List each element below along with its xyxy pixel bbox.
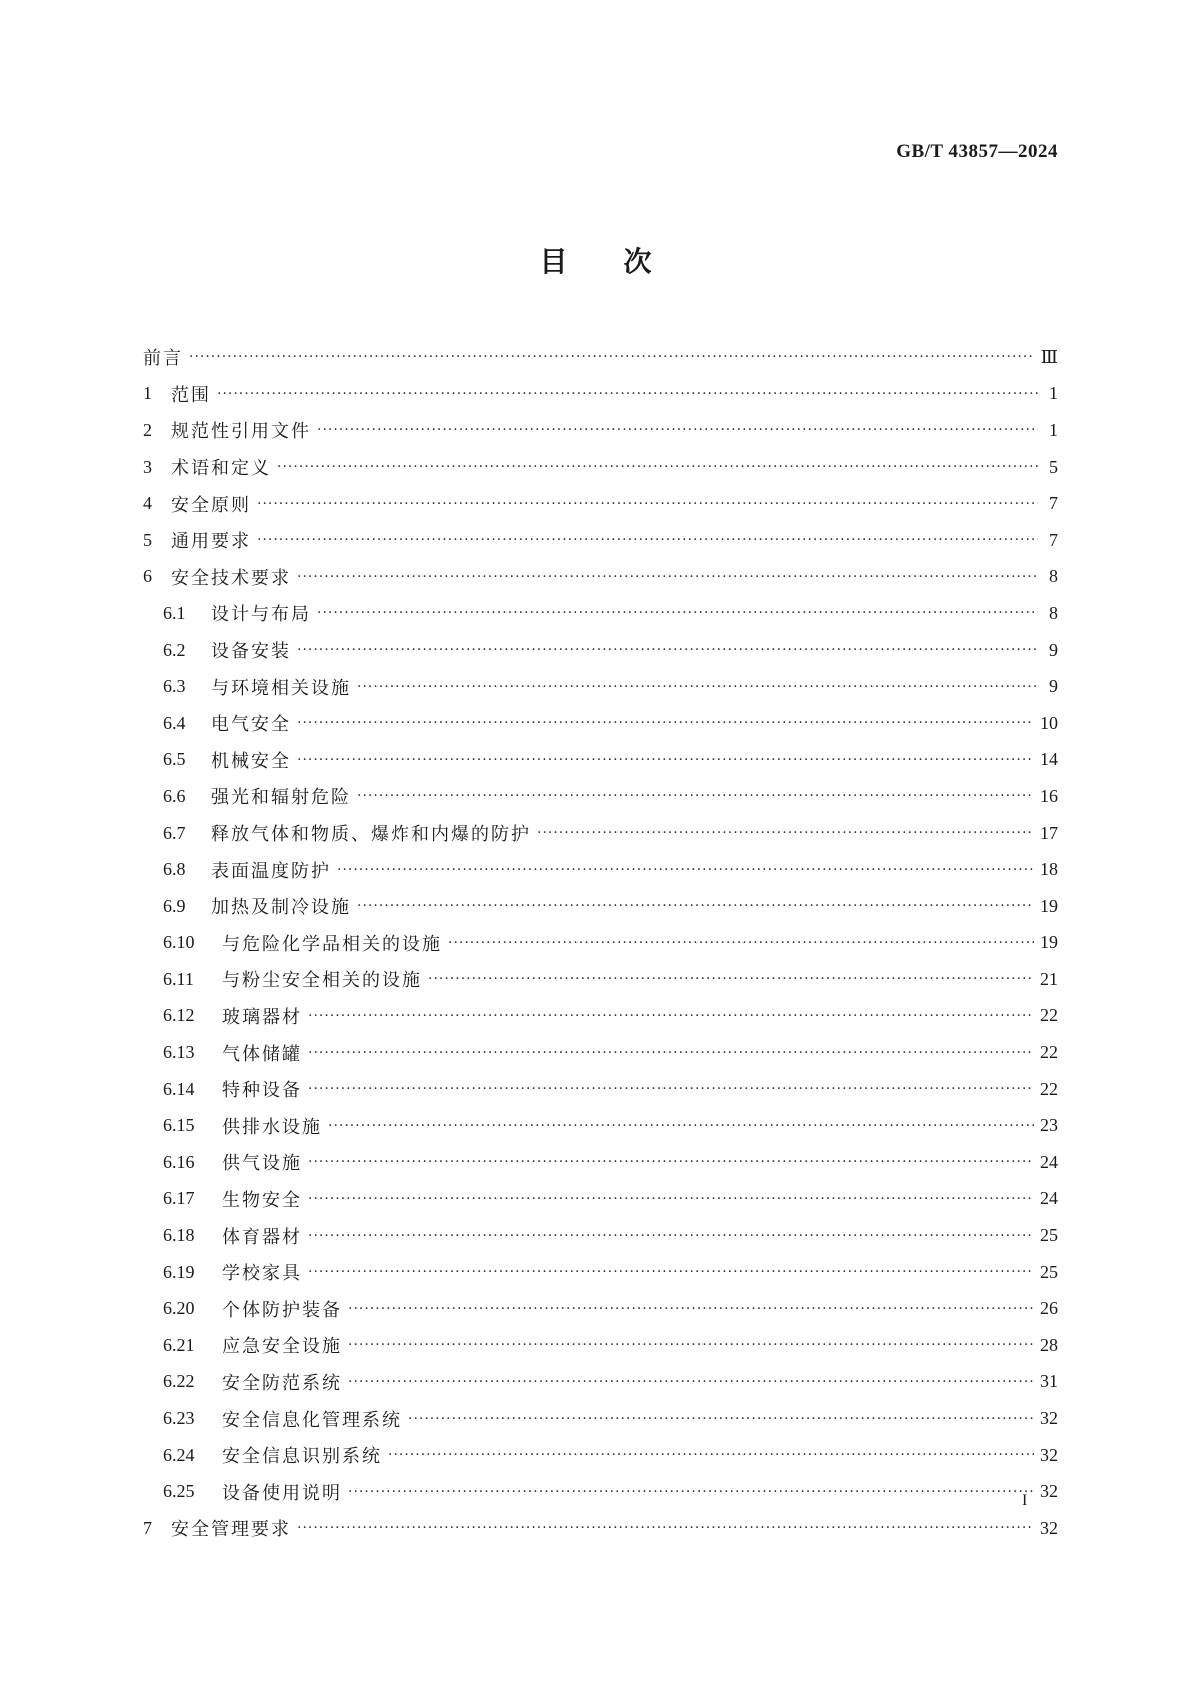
toc-entry-number: 5 bbox=[143, 529, 152, 550]
toc-entry-number: 6.11 bbox=[163, 968, 194, 989]
toc-entry-page: 16 bbox=[1040, 785, 1058, 806]
toc-entry[interactable] bbox=[143, 1034, 1058, 1071]
toc-dot-leader bbox=[348, 1373, 1034, 1391]
toc-entry[interactable] bbox=[143, 961, 1058, 998]
toc-entry[interactable] bbox=[143, 1144, 1058, 1181]
toc-entry-title: 体育器材 bbox=[222, 1226, 302, 1248]
toc-entry-title: 应急安全设施 bbox=[222, 1336, 342, 1358]
toc-entry-number: 4 bbox=[143, 493, 152, 514]
toc-entry-page: 32 bbox=[1040, 1481, 1058, 1502]
toc-entry-number: 6.7 bbox=[163, 822, 186, 843]
toc-entry-title: 安全管理要求 bbox=[171, 1519, 291, 1541]
toc-entry-number: 7 bbox=[143, 1517, 152, 1538]
toc-dot-leader bbox=[428, 970, 1034, 988]
toc-entry-number: 6.20 bbox=[163, 1298, 195, 1319]
toc-entry-number: 6.4 bbox=[163, 712, 186, 733]
toc-entry-page: 8 bbox=[1049, 566, 1058, 587]
toc-entry-page: 19 bbox=[1040, 895, 1058, 916]
toc-entry-page: 23 bbox=[1040, 1115, 1058, 1136]
toc-dot-leader bbox=[337, 861, 1034, 879]
toc-dot-leader bbox=[408, 1410, 1034, 1428]
toc-entry-title: 特种设备 bbox=[222, 1080, 302, 1102]
toc-entry[interactable] bbox=[143, 1254, 1058, 1291]
toc-dot-leader bbox=[308, 1153, 1034, 1171]
toc-entry-page: 22 bbox=[1040, 1005, 1058, 1026]
toc-dot-leader bbox=[448, 934, 1034, 952]
toc-dot-leader bbox=[537, 824, 1034, 842]
toc-entry-page: 22 bbox=[1040, 1078, 1058, 1099]
toc-dot-leader bbox=[357, 787, 1034, 805]
toc-dot-leader bbox=[317, 421, 1038, 439]
toc-entry-title: 设备安装 bbox=[211, 641, 291, 663]
toc-entry-title: 设备使用说明 bbox=[222, 1482, 342, 1504]
toc-entry-page: 9 bbox=[1049, 676, 1058, 697]
toc-entry-number: 6.13 bbox=[163, 1042, 195, 1063]
toc-entry-title: 释放气体和物质、爆炸和内爆的防护 bbox=[211, 824, 531, 846]
toc-entry-title: 通用要求 bbox=[171, 531, 251, 553]
toc-entry-title: 表面温度防护 bbox=[211, 860, 331, 882]
toc-entry-page: 28 bbox=[1040, 1334, 1058, 1355]
toc-entry-page: 18 bbox=[1040, 859, 1058, 880]
page-title bbox=[0, 240, 1191, 280]
toc-entry-page: 32 bbox=[1040, 1444, 1058, 1465]
toc-entry-page: 7 bbox=[1049, 529, 1058, 550]
toc-entry-title: 强光和辐射危险 bbox=[211, 787, 351, 809]
toc-dot-leader bbox=[217, 385, 1038, 403]
toc-entry-page: 1 bbox=[1049, 383, 1058, 404]
toc-entry[interactable] bbox=[143, 522, 1058, 559]
toc-entry-title: 生物安全 bbox=[222, 1189, 302, 1211]
toc-entry-title: 机械安全 bbox=[211, 750, 291, 772]
toc-entry-page: 17 bbox=[1040, 822, 1058, 843]
toc-entry[interactable] bbox=[143, 925, 1058, 962]
toc-entry-page: 19 bbox=[1040, 932, 1058, 953]
toc-entry-number: 6.23 bbox=[163, 1408, 195, 1429]
toc-entry-title: 范围 bbox=[171, 384, 211, 406]
toc-entry-page: 8 bbox=[1049, 602, 1058, 623]
toc-dot-leader bbox=[308, 1080, 1034, 1098]
toc-dot-leader bbox=[297, 568, 1038, 586]
toc-entry-number: 6.5 bbox=[163, 749, 186, 770]
toc-dot-leader bbox=[297, 1519, 1034, 1537]
toc-dot-leader bbox=[308, 1227, 1034, 1245]
toc-dot-leader bbox=[388, 1446, 1034, 1464]
title-char-2: 次 bbox=[623, 245, 652, 278]
standard-code: GB/T 43857—2024 bbox=[896, 141, 1058, 162]
toc-dot-leader bbox=[257, 495, 1038, 513]
toc-dot-leader bbox=[308, 1190, 1034, 1208]
toc-entry[interactable] bbox=[143, 376, 1058, 413]
toc-dot-leader bbox=[348, 1300, 1034, 1318]
toc-dot-leader bbox=[308, 1044, 1034, 1062]
toc-entry-page: 25 bbox=[1040, 1225, 1058, 1246]
toc-entry-title: 供气设施 bbox=[222, 1153, 302, 1175]
toc-entry[interactable] bbox=[143, 1510, 1058, 1547]
toc-dot-leader bbox=[297, 751, 1034, 769]
toc-entry-page: Ⅲ bbox=[1040, 346, 1058, 367]
toc-entry-number: 6.1 bbox=[163, 602, 186, 623]
toc-entry[interactable] bbox=[143, 485, 1058, 522]
toc-entry-number: 6.25 bbox=[163, 1481, 195, 1502]
toc-dot-leader bbox=[357, 678, 1038, 696]
toc-entry[interactable] bbox=[143, 851, 1058, 888]
toc-entry[interactable] bbox=[143, 778, 1058, 815]
toc-entry-page: 10 bbox=[1040, 712, 1058, 733]
toc-entry-number: 2 bbox=[143, 419, 152, 440]
toc-entry-page: 24 bbox=[1040, 1188, 1058, 1209]
toc-entry-title: 术语和定义 bbox=[171, 458, 271, 480]
toc-entry-number: 6.12 bbox=[163, 1005, 195, 1026]
toc-entry-number: 6.17 bbox=[163, 1188, 195, 1209]
toc-entry[interactable] bbox=[143, 595, 1058, 632]
toc-entry-title: 气体储罐 bbox=[222, 1043, 302, 1065]
toc-dot-leader bbox=[328, 1117, 1034, 1135]
title-char-1: 目 bbox=[539, 245, 568, 278]
toc-dot-leader bbox=[189, 348, 1035, 366]
toc-entry-title: 安全技术要求 bbox=[171, 567, 291, 589]
toc-dot-leader bbox=[348, 1483, 1034, 1501]
toc-dot-leader bbox=[317, 604, 1038, 622]
toc-entry[interactable] bbox=[143, 1327, 1058, 1364]
toc-entry-title: 与粉尘安全相关的设施 bbox=[222, 970, 422, 992]
toc-entry[interactable] bbox=[143, 815, 1058, 852]
toc-dot-leader bbox=[348, 1336, 1034, 1354]
toc-entry-title: 安全信息识别系统 bbox=[222, 1446, 382, 1468]
toc-entry-page: 9 bbox=[1049, 639, 1058, 660]
toc-entry-number: 6.19 bbox=[163, 1261, 195, 1282]
toc-entry[interactable] bbox=[143, 1107, 1058, 1144]
toc-entry-title: 规范性引用文件 bbox=[171, 421, 311, 443]
toc-entry[interactable] bbox=[143, 1437, 1058, 1474]
toc-entry[interactable] bbox=[143, 412, 1058, 449]
toc-entry-title: 前言 bbox=[143, 348, 183, 370]
toc-entry-page: 14 bbox=[1040, 749, 1058, 770]
toc-entry-number: 6.2 bbox=[163, 639, 186, 660]
toc-entry-title: 供排水设施 bbox=[222, 1116, 322, 1138]
toc-entry-number: 3 bbox=[143, 456, 152, 477]
toc-entry-number: 6.24 bbox=[163, 1444, 195, 1465]
toc-dot-leader bbox=[277, 458, 1038, 476]
toc-entry-page: 5 bbox=[1049, 456, 1058, 477]
toc-entry-number: 6.9 bbox=[163, 895, 186, 916]
toc-entry-page: 31 bbox=[1040, 1371, 1058, 1392]
toc-entry-page: 1 bbox=[1049, 419, 1058, 440]
toc-entry[interactable] bbox=[143, 742, 1058, 779]
toc-entry[interactable] bbox=[143, 632, 1058, 669]
toc-entry[interactable] bbox=[143, 1364, 1058, 1401]
toc-entry-title: 玻璃器材 bbox=[222, 1006, 302, 1028]
page-number: I bbox=[1022, 1492, 1028, 1509]
toc-entry-title: 学校家具 bbox=[222, 1263, 302, 1285]
toc-entry[interactable] bbox=[143, 1400, 1058, 1437]
toc-entry-page: 25 bbox=[1040, 1261, 1058, 1282]
toc-entry-title: 安全防范系统 bbox=[222, 1372, 342, 1394]
toc-entry-page: 22 bbox=[1040, 1042, 1058, 1063]
toc-entry[interactable] bbox=[143, 705, 1058, 742]
toc-entry[interactable] bbox=[143, 888, 1058, 925]
toc-entry-title: 个体防护装备 bbox=[222, 1299, 342, 1321]
toc-entry-number: 6.22 bbox=[163, 1371, 195, 1392]
toc-dot-leader bbox=[308, 1263, 1034, 1281]
toc-dot-leader bbox=[297, 714, 1034, 732]
toc-entry[interactable] bbox=[143, 668, 1058, 705]
toc-entry-title: 安全信息化管理系统 bbox=[222, 1409, 402, 1431]
toc-entry-number: 6 bbox=[143, 566, 152, 587]
toc-entry-page: 32 bbox=[1040, 1517, 1058, 1538]
toc-entry[interactable] bbox=[143, 449, 1058, 486]
toc-entry[interactable] bbox=[143, 998, 1058, 1035]
toc-dot-leader bbox=[297, 641, 1038, 659]
toc-entry-title: 加热及制冷设施 bbox=[211, 897, 351, 919]
toc-entry-number: 6.21 bbox=[163, 1334, 195, 1355]
toc-entry-number: 6.15 bbox=[163, 1115, 195, 1136]
toc-entry[interactable] bbox=[143, 559, 1058, 596]
toc-entry[interactable] bbox=[143, 1181, 1058, 1218]
toc-entry-number: 1 bbox=[143, 383, 152, 404]
toc-entry-number: 6.14 bbox=[163, 1078, 195, 1099]
toc-dot-leader bbox=[257, 531, 1038, 549]
toc-entry-title: 设计与布局 bbox=[211, 604, 311, 626]
toc-entry-number: 6.16 bbox=[163, 1151, 195, 1172]
toc-entry-number: 6.6 bbox=[163, 785, 186, 806]
toc-entry-number: 6.8 bbox=[163, 859, 186, 880]
toc-entry-number: 6.18 bbox=[163, 1225, 195, 1246]
toc-entry-page: 21 bbox=[1040, 968, 1058, 989]
toc-entry-page: 24 bbox=[1040, 1151, 1058, 1172]
toc-entry-page: 7 bbox=[1049, 493, 1058, 514]
table-of-contents bbox=[143, 339, 1058, 1547]
toc-entry[interactable] bbox=[143, 1290, 1058, 1327]
toc-entry-page: 26 bbox=[1040, 1298, 1058, 1319]
toc-entry-number: 6.3 bbox=[163, 676, 186, 697]
toc-entry[interactable] bbox=[143, 1473, 1058, 1510]
toc-dot-leader bbox=[308, 1007, 1034, 1025]
toc-entry-title: 电气安全 bbox=[211, 714, 291, 736]
toc-entry-page: 32 bbox=[1040, 1408, 1058, 1429]
toc-entry-title: 与环境相关设施 bbox=[211, 677, 351, 699]
toc-entry[interactable] bbox=[143, 1217, 1058, 1254]
toc-entry-title: 安全原则 bbox=[171, 494, 251, 516]
toc-dot-leader bbox=[357, 897, 1034, 915]
toc-entry-number: 6.10 bbox=[163, 932, 195, 953]
toc-entry[interactable] bbox=[143, 1071, 1058, 1108]
toc-entry[interactable] bbox=[143, 339, 1058, 376]
toc-entry-title: 与危险化学品相关的设施 bbox=[222, 933, 442, 955]
